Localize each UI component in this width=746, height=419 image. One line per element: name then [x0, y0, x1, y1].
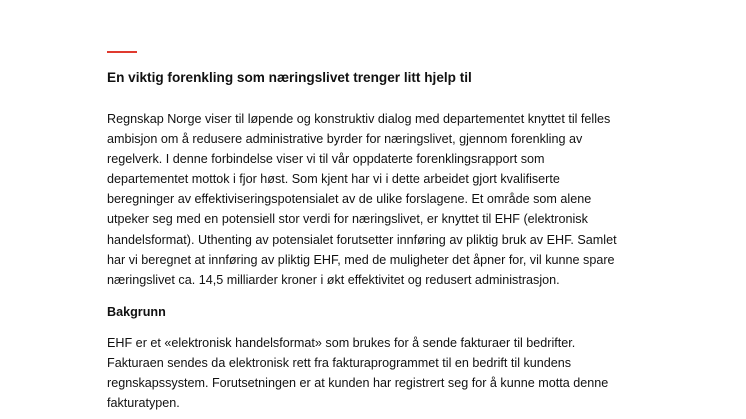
- document-title: En viktig forenkling som næringslivet trenger litt hjelp til: [107, 70, 472, 85]
- section-heading: Bakgrunn: [107, 305, 166, 319]
- intro-paragraph: Regnskap Norge viser til løpende og konstruktiv dialog med departementet knyttet til felles ambisjon om å redusere administrative byrder for næringslivet, gjennom forenkling av regelverk. I denne forbindelse viser vi til vår oppdaterte forenklingsrapport som departementet mottok i fjor høst. Som kjent har vi i dette arbeidet gjort kvalifiserte beregninger av effektiviseringspotensialet av de ulike forslagene. Et område som alene utpeker seg med en potensiell stor verdi for næringslivet, er knyttet til EHF (elektronisk handelsformat). Uthenting av potensialet forutsetter innføring av pliktig bruk av EHF. Samlet har vi beregnet at innføring av pliktig EHF, med de muligheter det åpner for, vil kunne spare næringslivet ca. 14,5 milliarder kroner i økt effektivitet og redusert administrasjon.: [107, 112, 617, 287]
- accent-rule: [107, 51, 137, 53]
- background-paragraph: EHF er et «elektronisk handelsformat» som brukes for å sende fakturaer til bedrifter. Fakturaen sendes da elektronisk rett fra fakturaprogrammet til en bedrift til kundens regnskapssystem. Forutsetningen er at kunden har registrert seg for å kunne motta denne fakturatypen.: [107, 336, 609, 411]
